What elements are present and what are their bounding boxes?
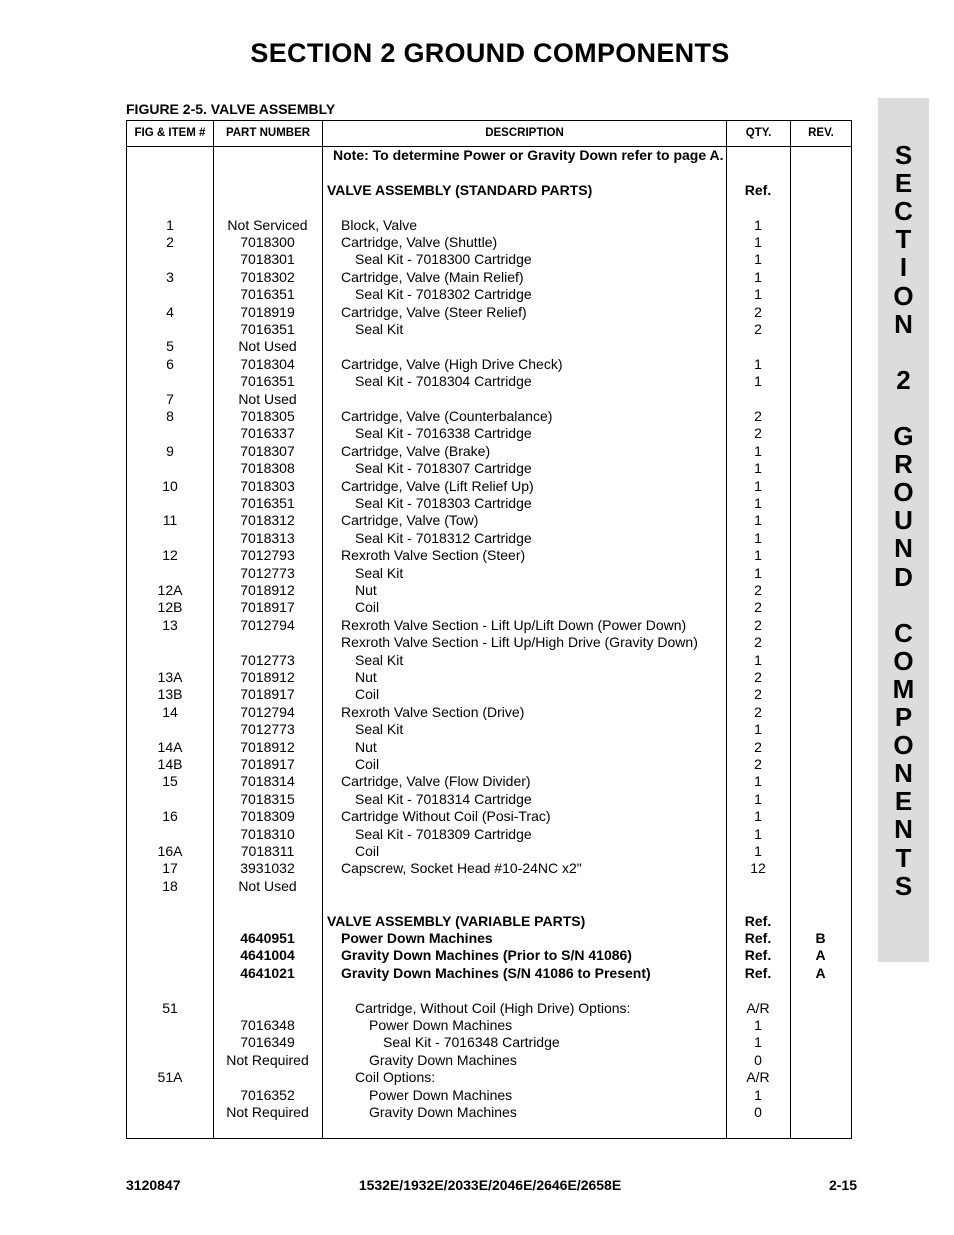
item-number: 12B [157, 599, 183, 616]
table-row [0, 443, 954, 460]
table-row [0, 930, 954, 947]
description: Seal Kit - 7016338 Cartridge [355, 425, 532, 442]
part-number: 4641021 [240, 964, 295, 981]
side-tab-letter: 2 [896, 364, 911, 395]
table-row [0, 756, 954, 773]
footer-models: 1532E/1932E/2033E/2046E/2646E/2658E [358, 1177, 622, 1193]
side-tab-letter: R [894, 449, 913, 480]
side-tab-letter: C [894, 617, 913, 648]
quantity: 1 [754, 529, 762, 546]
quantity: 1 [754, 843, 762, 859]
table-row [0, 686, 954, 703]
quantity: Ref. [744, 947, 772, 964]
side-tab-letter: T [895, 224, 912, 255]
quantity: 1 [754, 251, 762, 268]
table-row [0, 251, 954, 268]
part-number: 7012794 [240, 616, 295, 633]
part-number: 3931032 [240, 860, 295, 877]
side-tab-letter: N [894, 758, 913, 789]
description: VALVE ASSEMBLY (STANDARD PARTS) [327, 181, 593, 198]
quantity: 2 [754, 703, 762, 720]
part-number: 7018305 [240, 408, 295, 424]
quantity: 1 [754, 721, 762, 738]
item-number: 8 [166, 408, 174, 424]
part-number: 7018314 [240, 773, 295, 790]
quantity: 1 [754, 268, 762, 285]
side-tab-letter: C [894, 196, 913, 227]
quantity: Ref. [744, 912, 772, 929]
side-tab-letter: I [899, 252, 908, 283]
table-row [0, 147, 954, 164]
revision: B [815, 930, 826, 946]
table-row [0, 460, 954, 477]
description: Cartridge, Valve (Tow) [341, 512, 479, 529]
description: Seal Kit - 7018309 Cartridge [355, 825, 532, 842]
quantity: 2 [754, 616, 762, 633]
description: Rexroth Valve Section - Lift Up/High Drive (Gravity Down) [341, 634, 698, 651]
description: Seal Kit - 7018314 Cartridge [355, 790, 532, 807]
table-row [0, 669, 954, 686]
part-number: 7018308 [240, 460, 295, 477]
quantity: 2 [754, 634, 762, 651]
table-row [0, 530, 954, 547]
description: Seal Kit - 7018303 Cartridge [355, 495, 532, 511]
part-number: 4641004 [240, 947, 295, 964]
item-number: 7 [166, 390, 174, 407]
part-number: 7018917 [240, 686, 295, 703]
part-number: 7012793 [240, 547, 295, 564]
table-row [0, 634, 954, 651]
part-number: 7018303 [240, 477, 295, 494]
table-row [0, 982, 954, 999]
description: Cartridge, Valve (Main Relief) [341, 268, 524, 285]
table-row [0, 913, 954, 930]
item-number: 17 [162, 860, 178, 877]
table-row [0, 269, 954, 286]
quantity: 2 [754, 582, 762, 598]
item-number: 14B [157, 756, 183, 772]
part-number: 7018919 [240, 303, 295, 320]
description: Rexroth Valve Section (Drive) [341, 703, 525, 720]
table-row [0, 199, 954, 216]
quantity: A/R [746, 999, 770, 1016]
part-number: 7016351 [240, 495, 295, 511]
header-qty: QTY. [745, 127, 772, 139]
description: Cartridge, Valve (Shuttle) [341, 234, 498, 250]
table-row [0, 895, 954, 912]
part-number: 7018912 [240, 582, 295, 598]
description: Coil [355, 843, 380, 859]
part-number: 7018917 [240, 756, 295, 772]
quantity: 2 [754, 599, 762, 616]
figure-caption: FIGURE 2-5. VALVE ASSEMBLY [126, 101, 336, 117]
part-number: Not Used [238, 338, 297, 355]
item-number: 51A [157, 1069, 183, 1086]
part-number: 7018912 [240, 738, 295, 755]
side-tab-letter: M [892, 673, 915, 704]
quantity: 1 [754, 286, 762, 303]
quantity: 2 [754, 303, 762, 320]
header-part-number: PART NUMBER [225, 127, 311, 139]
revision: A [815, 964, 826, 981]
item-number: 13A [157, 669, 183, 685]
table-row [0, 304, 954, 321]
part-number: Not Used [238, 877, 297, 894]
description: Coil Options: [355, 1069, 436, 1086]
table-row [0, 878, 954, 895]
description: Block, Valve [341, 216, 417, 233]
part-number: 7018912 [240, 669, 295, 685]
description: Coil [355, 756, 380, 772]
quantity: 1 [754, 460, 762, 477]
item-number: 10 [162, 477, 178, 494]
item-number: 3 [166, 268, 174, 285]
part-number: 7012773 [240, 721, 295, 738]
header-item: FIG & ITEM # [134, 127, 206, 139]
item-number: 12A [157, 582, 183, 598]
table-row [0, 860, 954, 877]
table-row [0, 947, 954, 964]
description: Cartridge, Valve (Lift Relief Up) [341, 477, 534, 494]
part-number: 7016348 [240, 1017, 295, 1033]
table-row [0, 843, 954, 860]
footer-page-number: 2-15 [828, 1177, 857, 1193]
table-row [0, 425, 954, 442]
description: Nut [355, 582, 377, 598]
part-number: 7018301 [240, 251, 295, 268]
table-row [0, 373, 954, 390]
table-row [0, 286, 954, 303]
side-tab-letter: D [894, 561, 913, 592]
description: Coil [355, 599, 380, 616]
quantity: A/R [746, 1069, 770, 1086]
description: Seal Kit - 7018307 Cartridge [355, 460, 532, 477]
part-number: Not Required [226, 1104, 309, 1120]
part-number: 7018917 [240, 599, 295, 616]
description: Power Down Machines [369, 1086, 513, 1103]
description: Cartridge, Valve (Steer Relief) [341, 303, 527, 320]
section-title: SECTION 2 GROUND COMPONENTS [250, 38, 730, 68]
item-number: 9 [166, 442, 174, 459]
table-row [0, 1034, 954, 1051]
header-description: DESCRIPTION [485, 127, 564, 139]
table-row [0, 234, 954, 251]
quantity: Ref. [744, 964, 772, 981]
quantity: 1 [754, 1017, 762, 1033]
quantity: 1 [754, 1034, 762, 1051]
item-number: 1 [166, 216, 174, 233]
item-number: 13B [157, 686, 183, 703]
part-number: Not Used [238, 390, 297, 407]
description: Cartridge, Without Coil (High Drive) Options: [355, 999, 631, 1016]
table-row [0, 652, 954, 669]
quantity: 1 [754, 825, 762, 842]
quantity: 1 [754, 355, 762, 372]
table-row [0, 408, 954, 425]
part-number: 7016337 [240, 425, 295, 442]
part-number: 7018307 [240, 442, 295, 459]
part-number: 7018312 [240, 512, 295, 529]
item-number: 15 [162, 773, 178, 790]
side-tab-letter: E [894, 168, 913, 199]
table-row [0, 1017, 954, 1034]
table-row [0, 773, 954, 790]
part-number: 7016351 [240, 286, 295, 303]
description: Cartridge, Valve (Counterbalance) [341, 408, 553, 424]
quantity: 12 [750, 860, 766, 877]
table-row [0, 182, 954, 199]
side-tab-letter: S [894, 870, 913, 901]
part-number: 7016349 [240, 1034, 295, 1051]
table-row [0, 582, 954, 599]
quantity: 1 [754, 442, 762, 459]
item-number: 51 [162, 999, 178, 1016]
side-tab-letter: U [894, 505, 913, 536]
item-number: 6 [166, 355, 174, 372]
part-number: 4640951 [240, 930, 295, 946]
quantity: 0 [754, 1104, 762, 1120]
quantity: 1 [754, 564, 762, 581]
quantity: 1 [754, 808, 762, 825]
side-tab-letter: O [893, 477, 914, 508]
side-tab-letter: P [894, 702, 913, 732]
description: Seal Kit - 7018300 Cartridge [355, 251, 532, 268]
description: Nut [355, 738, 377, 755]
side-tab-letter: O [893, 280, 914, 311]
table-row [0, 1000, 954, 1017]
part-number: 7018315 [240, 790, 295, 807]
table-row [0, 1069, 954, 1086]
quantity: 1 [754, 477, 762, 494]
item-number: 18 [162, 877, 178, 894]
table-row [0, 704, 954, 721]
header-rev: REV. [808, 127, 834, 139]
quantity: 1 [754, 512, 762, 529]
part-number: 7018310 [240, 825, 295, 842]
item-number: 2 [166, 234, 174, 250]
description: Gravity Down Machines (S/N 41086 to Present) [341, 964, 651, 981]
description: Note: To determine Power or Gravity Down refer to page A. [333, 147, 724, 163]
quantity: 1 [754, 234, 762, 250]
quantity: 1 [754, 495, 762, 511]
table-row [0, 478, 954, 495]
item-number: 16A [157, 843, 183, 859]
description: Rexroth Valve Section - Lift Up/Lift Down (Power Down) [341, 616, 687, 633]
part-number: 7012773 [240, 564, 295, 581]
quantity: 1 [754, 373, 762, 390]
description: Coil [355, 686, 380, 703]
quantity: 1 [754, 216, 762, 233]
quantity: 1 [754, 773, 762, 790]
part-number: 7016351 [240, 321, 295, 337]
table-row [0, 721, 954, 738]
quantity: Ref. [744, 930, 772, 946]
description: Seal Kit - 7016348 Cartridge [383, 1034, 560, 1051]
table-row [0, 356, 954, 373]
item-number: 4 [166, 303, 174, 320]
part-number: 7018311 [240, 843, 295, 859]
quantity: 2 [754, 686, 762, 703]
quantity: 0 [754, 1051, 762, 1068]
part-number: 7018302 [240, 268, 295, 285]
part-number: Not Required [226, 1051, 309, 1068]
description: Seal Kit [355, 321, 404, 337]
item-number: 11 [162, 512, 178, 529]
table-row [0, 547, 954, 564]
part-number: 7018309 [240, 808, 295, 825]
item-number: 14A [157, 738, 183, 755]
description: Cartridge, Valve (Brake) [341, 442, 491, 459]
description: Capscrew, Socket Head #10-24NC x2" [341, 860, 582, 877]
description: Cartridge, Valve (Flow Divider) [341, 773, 531, 790]
description: Power Down Machines [341, 930, 493, 946]
side-tab-letter: E [894, 786, 913, 817]
quantity: 2 [754, 756, 762, 772]
side-tab-letter: O [893, 645, 914, 676]
table-row [0, 1087, 954, 1104]
part-number: 7018313 [240, 529, 295, 546]
side-tab-letter: N [894, 533, 913, 564]
quantity: 2 [754, 408, 762, 424]
table-row [0, 217, 954, 234]
description: Cartridge Without Coil (Posi-Trac) [341, 808, 551, 825]
description: Rexroth Valve Section (Steer) [341, 547, 526, 564]
description: Nut [355, 669, 377, 685]
description: Seal Kit [355, 721, 404, 738]
quantity: 2 [754, 321, 762, 337]
quantity: 1 [754, 547, 762, 564]
item-number: 5 [166, 338, 174, 355]
part-number: Not Serviced [227, 216, 308, 233]
table-row [0, 338, 954, 355]
table-row [0, 826, 954, 843]
table-row [0, 495, 954, 512]
quantity: 2 [754, 425, 762, 442]
item-number: 16 [162, 808, 178, 825]
side-tab-letter: S [894, 140, 913, 170]
part-number: 7018300 [240, 234, 295, 250]
part-number: 7012773 [240, 651, 295, 668]
item-number: 12 [162, 547, 178, 564]
quantity: 1 [754, 790, 762, 807]
part-number: 7018304 [240, 355, 295, 372]
part-number: 7016352 [240, 1086, 295, 1103]
description: Gravity Down Machines [369, 1051, 517, 1068]
part-number: 7012794 [240, 703, 295, 720]
table-row [0, 739, 954, 756]
table-row [0, 599, 954, 616]
quantity: 1 [754, 1086, 762, 1103]
quantity: Ref. [744, 181, 772, 198]
side-tab-letter: N [894, 814, 913, 845]
side-tab-letter: T [895, 842, 912, 873]
side-tab-letter: N [894, 308, 913, 339]
description: Gravity Down Machines [369, 1104, 517, 1120]
quantity: 1 [754, 651, 762, 668]
description: VALVE ASSEMBLY (VARIABLE PARTS) [327, 912, 586, 929]
table-row [0, 965, 954, 982]
table-row [0, 321, 954, 338]
table-row [0, 391, 954, 408]
table-row [0, 1104, 954, 1121]
part-number: 7016351 [240, 373, 295, 390]
description: Seal Kit [355, 651, 404, 668]
description: Seal Kit - 7018304 Cartridge [355, 373, 532, 390]
table-row [0, 1052, 954, 1069]
table-row [0, 808, 954, 825]
description: Cartridge, Valve (High Drive Check) [341, 355, 563, 372]
description: Power Down Machines [369, 1017, 513, 1033]
table-row [0, 617, 954, 634]
side-tab-letter: O [893, 730, 914, 761]
quantity: 2 [754, 738, 762, 755]
description: Seal Kit - 7018302 Cartridge [355, 286, 532, 303]
description: Gravity Down Machines (Prior to S/N 41086) [341, 947, 632, 964]
table-row [0, 512, 954, 529]
side-tab-letter: G [893, 421, 914, 451]
item-number: 13 [162, 616, 178, 633]
table-row [0, 791, 954, 808]
quantity: 2 [754, 669, 762, 685]
description: Seal Kit - 7018312 Cartridge [355, 529, 532, 546]
revision: A [815, 947, 826, 964]
table-row [0, 565, 954, 582]
footer-doc-number: 3120847 [126, 1177, 181, 1193]
item-number: 14 [162, 703, 178, 720]
table-row [0, 164, 954, 181]
description: Seal Kit [355, 564, 404, 581]
